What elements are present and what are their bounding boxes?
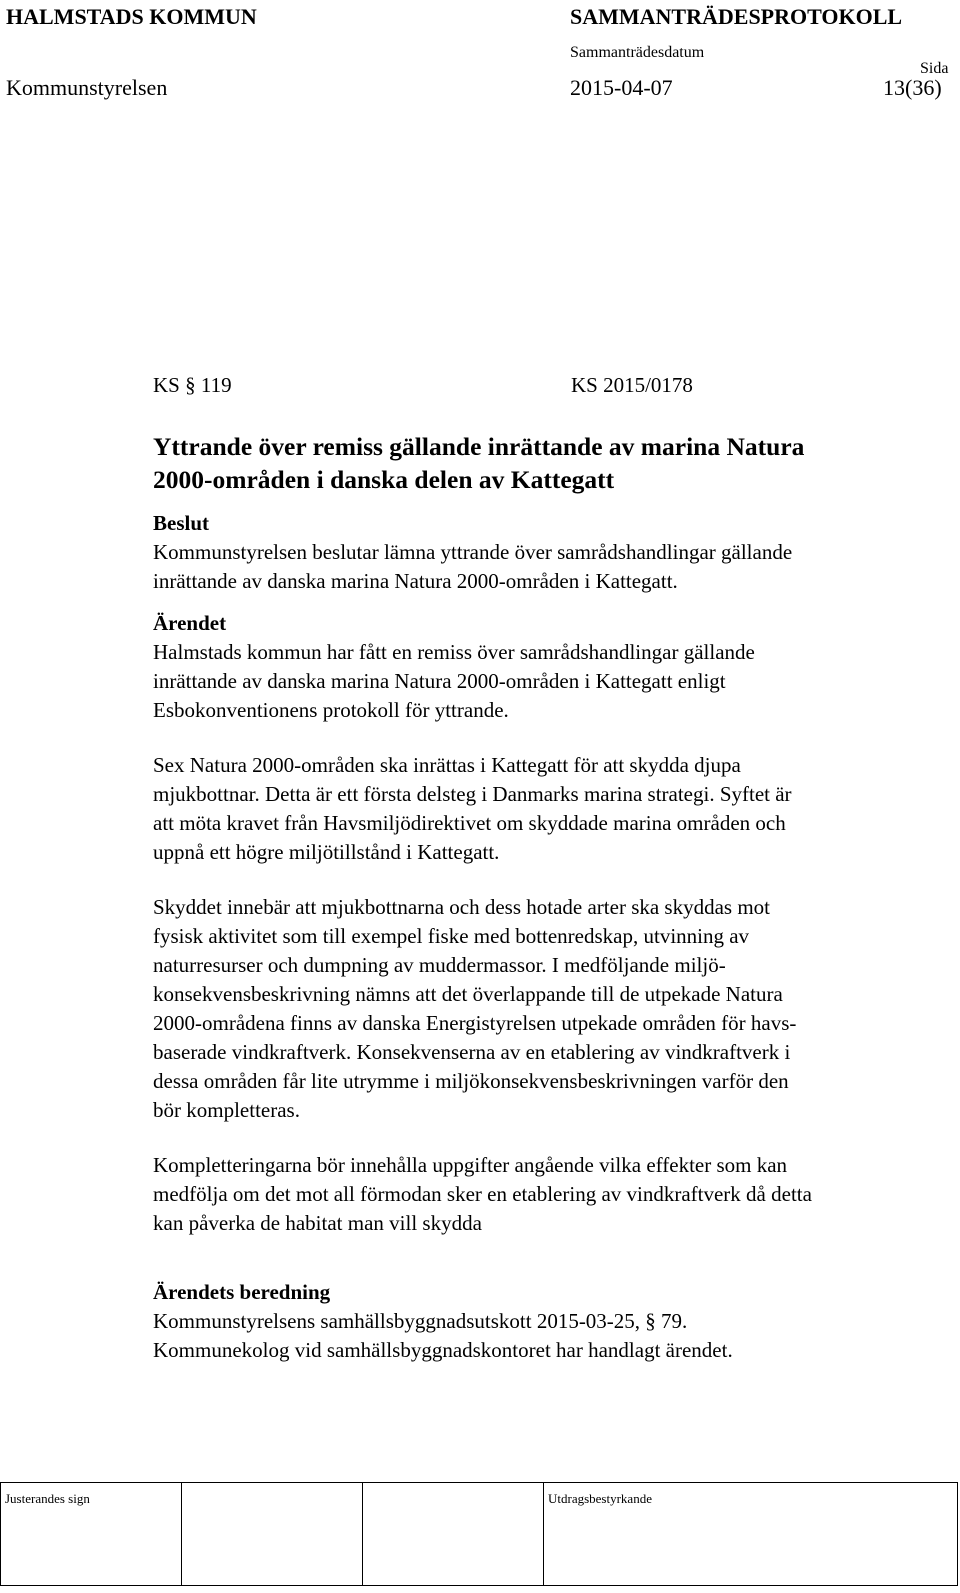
errand-paragraph (153, 751, 943, 867)
decision-line: inrättande av danska marina Natura 2000-områden i Kattegatt. (153, 569, 678, 593)
errand-paragraph (153, 1151, 943, 1238)
signer-label-cell (1, 1483, 182, 1586)
paragraph-line: inrättande av danska marina Natura 2000-områden i Kattegatt enligt (153, 669, 726, 693)
title-line: Yttrande över remiss gällande inrättande av marina Natura (153, 432, 805, 461)
paragraph-line: medfölja om det mot all förmodan sker en etablering av vindkraftverk då detta (153, 1182, 812, 1206)
preparation-line: Kommunstyrelsens samhällsbyggnadsutskott 2015-03-25, § 79. (153, 1309, 688, 1333)
paragraph-line: Sex Natura 2000-områden ska inrättas i Kattegatt för att skydda djupa (153, 753, 741, 777)
page-number: 13(36) (883, 75, 942, 100)
decision-heading: Beslut (153, 511, 210, 535)
decision-line: Kommunstyrelsen beslutar lämna yttrande över samrådshandlingar gällande (153, 540, 793, 564)
meeting-date: 2015-04-07 (570, 75, 673, 100)
errand-paragraph (153, 893, 943, 1125)
paragraph-line: Kompletteringarna bör innehålla uppgifter angående vilka effekter som kan (153, 1153, 788, 1177)
document-body (153, 371, 943, 1365)
paragraph-line: Skyddet innebär att mjukbottnarna och dess hotade arter ska skyddas mot (153, 895, 771, 919)
paragraph-line: dessa områden får lite utrymme i miljökonsekvensbeskrivningen varför den (153, 1069, 789, 1093)
paragraph-line: naturresurser och dumpning av muddermassor. I medföljande miljö- (153, 953, 726, 977)
organization-name: HALMSTADS KOMMUN (6, 4, 257, 29)
paragraph-line: fysisk aktivitet som till exempel fiske med bottenredskap, utvinning av (153, 924, 750, 948)
paragraph-line: att möta kravet från Havsmiljödirektivet om skyddade marina områden och (153, 811, 786, 835)
title-line: 2000-områden i danska delen av Kattegatt (153, 465, 615, 494)
page-label: Sida (920, 60, 949, 77)
paragraph-line: Halmstads kommun har fått en remiss över samrådshandlingar gällande (153, 640, 755, 664)
document-type: SAMMANTRÄDESPROTOKOLL (570, 4, 903, 29)
case-paragraph: KS § 119 (153, 373, 232, 397)
extract-label-cell (544, 1483, 958, 1586)
signer-label: Justerandes sign (5, 1491, 90, 1506)
case-reference-row (153, 371, 943, 401)
paragraph-line: konsekvensbeskrivning nämns att det överlappande till de utpekade Natura (153, 982, 783, 1006)
signature-box (363, 1483, 544, 1586)
preparation-section (153, 1278, 943, 1365)
extract-label: Utdragsbestyrkande (548, 1491, 652, 1506)
preparation-heading: Ärendets beredning (153, 1280, 331, 1304)
paragraph-line: baserade vindkraftverk. Konsekvenserna av en etablering av vindkraftverk i (153, 1040, 791, 1064)
decision-section (153, 509, 943, 596)
signature-table (0, 1482, 958, 1586)
committee-name: Kommunstyrelsen (6, 75, 168, 100)
paragraph-line: uppnå ett högre miljötillstånd i Kattegatt. (153, 840, 500, 864)
paragraph-line: Esbokonventionens protokoll för yttrande. (153, 698, 509, 722)
document-title (153, 430, 943, 496)
paragraph-line: kan påverka de habitat man vill skydda (153, 1211, 482, 1235)
case-number: KS 2015/0178 (571, 373, 693, 397)
errand-heading: Ärendet (153, 611, 227, 635)
errand-section (153, 609, 943, 1238)
errand-paragraph (153, 638, 943, 725)
paragraph-line: bör kompletteras. (153, 1098, 300, 1122)
preparation-line: Kommunekolog vid samhällsbyggnadskontoret har handlagt ärendet. (153, 1338, 733, 1362)
paragraph-line: mjukbottnar. Detta är ett första delsteg i Danmarks marina strategi. Syftet är (153, 782, 792, 806)
paragraph-line: 2000-områdena finns av danska Energistyrelsen utpekade områden för havs- (153, 1011, 797, 1035)
meeting-date-label: Sammanträdesdatum (570, 44, 705, 61)
signature-box (182, 1483, 363, 1586)
